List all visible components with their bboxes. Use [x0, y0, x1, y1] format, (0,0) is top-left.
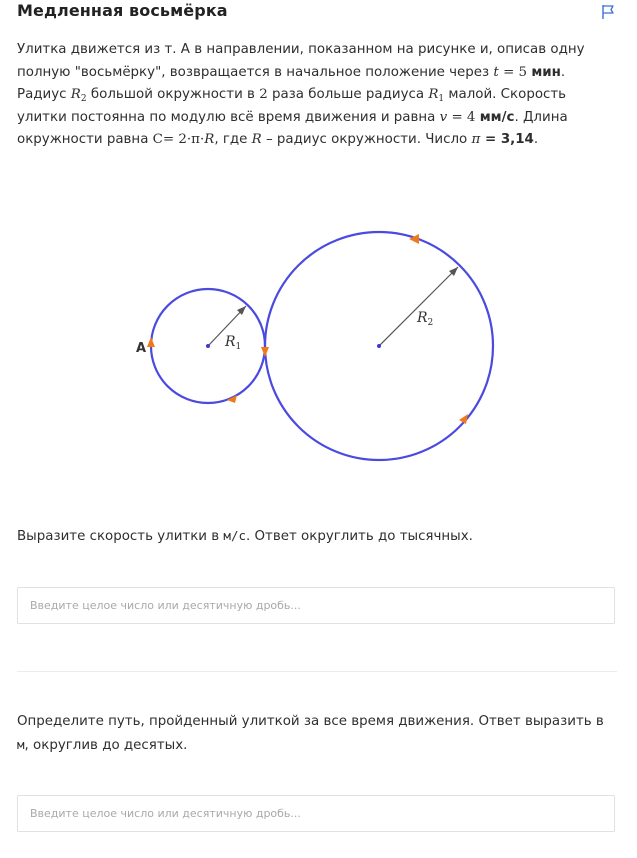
direction-arrow-large-bottom [459, 414, 468, 424]
direction-arrow-junction [261, 347, 269, 357]
answer-1-input[interactable] [17, 587, 615, 624]
section-divider [17, 671, 617, 672]
r1-label: $R_1$ [225, 334, 242, 352]
center-small [206, 344, 210, 348]
answer-2-input[interactable] [17, 795, 615, 832]
point-a-label: A [136, 341, 147, 356]
report-flag-icon[interactable] [600, 4, 616, 20]
question-2-text: Определите путь, пройденный улиткой за все время движения. Ответ выразить в м, округлив до десятых. [17, 714, 604, 753]
problem-text: Улитка движется из т. A в направлении, показанном на рисунке и, описав одну полную "восьмёрку", возвращается в начальное положение через t = 5 мин. Радиус $R_2$ большой окружности в 2 раза больше радиуса $R_1$ малой. Скорость улитки постоянна по модулю всё время движения и равна v = 4 мм/с. Длина окружности равна C= 2·π·R, где R – радиус окружности. Число π = 3,14. [17, 42, 585, 148]
question-1-text: Выразите скорость улитки в м/с. Ответ округлить до тысячных. [17, 528, 473, 544]
figure-eight-diagram [0, 160, 637, 500]
r2-label: $R_2$ [417, 310, 434, 328]
center-large [377, 344, 381, 348]
task-title: Медленная восьмёрка [17, 1, 228, 20]
direction-arrow-a [147, 337, 155, 347]
radius-r2-line [379, 267, 458, 346]
